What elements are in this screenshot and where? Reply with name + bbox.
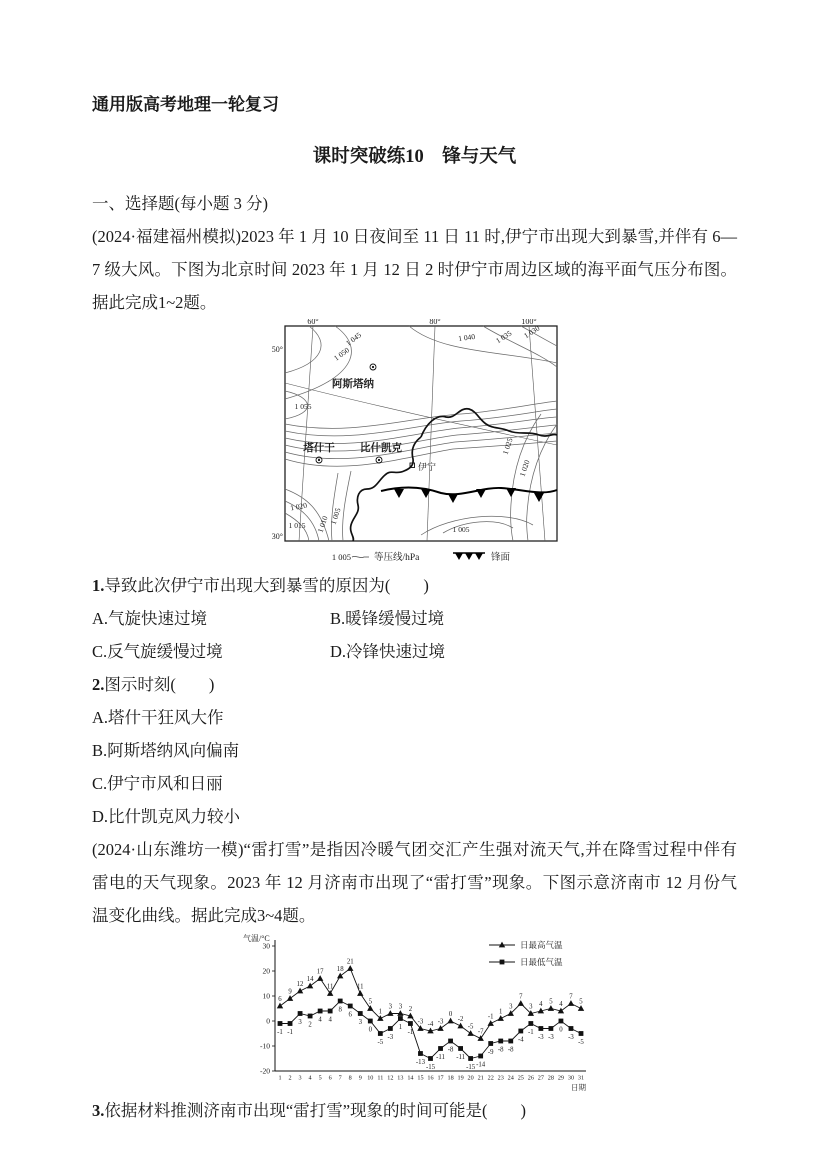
chart-y-tick-label: 10	[262, 991, 270, 1001]
chart-y-axis-title: 气温/°C	[243, 934, 270, 943]
chart-data-label: -5	[377, 1039, 384, 1046]
chart-data-label: 0	[559, 1026, 563, 1034]
doc-header: 通用版高考地理一轮复习	[92, 95, 279, 114]
chart-x-tick-label: 23	[497, 1074, 504, 1082]
temperature-chart-figure	[92, 932, 737, 1094]
chart-x-tick-label: 19	[457, 1074, 464, 1082]
chart-data-label: -3	[387, 1034, 394, 1041]
chart-x-tick-label: 22	[487, 1074, 494, 1082]
chart-marker-1	[428, 1056, 433, 1061]
chart-marker-1	[559, 1019, 564, 1024]
temperature-chart	[233, 932, 605, 1094]
chart-marker-1	[478, 1054, 483, 1059]
chart-x-tick-label: 16	[427, 1074, 434, 1082]
chart-x-tick-label: 28	[547, 1074, 554, 1082]
chart-x-tick-label: 8	[348, 1074, 352, 1082]
svg-text:1 005: 1 005	[452, 525, 470, 534]
chart-legend-label: 日最低气温	[520, 957, 563, 967]
map-legend-isobar-sample: 1 005	[331, 552, 351, 562]
chart-marker-1	[549, 1026, 554, 1031]
chart-marker-1	[308, 1014, 313, 1019]
chart-data-label: -8	[447, 1046, 454, 1054]
chart-marker-0	[437, 1025, 443, 1031]
chart-data-label: -15	[425, 1064, 436, 1071]
svg-text:1 010: 1 010	[315, 514, 330, 534]
chart-y-tick-label: 20	[262, 966, 270, 976]
chart-marker-1	[388, 1026, 393, 1031]
chart-marker-0	[498, 1015, 504, 1021]
chart-y-tick-label: -20	[260, 1066, 270, 1076]
svg-text:1 015: 1 015	[288, 521, 306, 530]
passage-1: (2024·福建福州模拟)2023 年 1 月 10 日夜间至 11 日 11 时,伊宁市出现大到暴雪,并伴有 6—7 级大风。下图为北京时间 2023 年 1 月 12 日 2 时伊宁市周边区域的海平面气压分布图。据此完成1~2题。	[92, 227, 737, 312]
map-lon-100: 100°	[521, 319, 537, 326]
chart-x-tick-label: 2	[288, 1074, 292, 1082]
chart-marker-1	[538, 1026, 543, 1031]
chart-marker-1	[579, 1031, 584, 1036]
chart-data-label: -4	[517, 1036, 524, 1044]
map-legend	[332, 551, 511, 563]
map-city-bishkek: 比什凯克	[360, 443, 402, 454]
chart-marker-1	[328, 1009, 333, 1014]
question-1-number: 1.	[92, 576, 105, 595]
chart-data-label: 0	[448, 1011, 453, 1018]
chart-marker-1	[368, 1019, 373, 1024]
chart-data-label: -3	[437, 1018, 444, 1026]
chart-data-label: 5	[368, 998, 373, 1006]
chart-data-label: 4	[559, 1001, 563, 1008]
chart-marker-0	[297, 988, 303, 994]
chart-data-label: 1	[499, 1008, 503, 1016]
chart-marker-0	[357, 990, 363, 996]
chart-data-label: 21	[346, 958, 354, 966]
chart-x-tick-label: 12	[387, 1074, 394, 1082]
chart-x-tick-label: 14	[407, 1074, 414, 1082]
chart-data-label: 9	[288, 988, 292, 996]
chart-x-tick-label: 18	[447, 1074, 454, 1082]
chart-data-label: 5	[549, 998, 553, 1006]
map-legend-front-label: 锋面	[491, 553, 511, 563]
svg-text:1 055: 1 055	[294, 402, 312, 411]
chart-data-label: -1	[407, 1029, 414, 1036]
chart-marker-0	[347, 965, 353, 971]
chart-marker-1	[298, 1011, 303, 1016]
option-1A[interactable]: A.气旋快速过境	[92, 609, 208, 628]
chart-x-tick-label: 3	[298, 1074, 302, 1082]
chart-data-label: 3	[509, 1003, 513, 1011]
chart-data-label: -8	[497, 1046, 504, 1054]
chart-legend-marker	[499, 942, 505, 948]
question-1-options-row-2	[92, 635, 737, 668]
chart-data-label: -9	[487, 1049, 494, 1056]
svg-text:1 005: 1 005	[328, 506, 343, 526]
chart-x-tick-label: 20	[467, 1074, 474, 1082]
chart-x-tick-label: 24	[507, 1074, 514, 1082]
chart-marker-0	[477, 1035, 483, 1041]
chart-x-tick-label: 21	[477, 1074, 484, 1082]
option-1B[interactable]: B.暖锋缓慢过境	[330, 609, 445, 628]
chart-x-tick-label: 9	[358, 1074, 362, 1082]
svg-text:1 045: 1 045	[344, 330, 364, 348]
chart-x-tick-label: 27	[537, 1074, 544, 1082]
chart-data-label: 17	[316, 968, 324, 976]
chart-data-label: 2	[408, 1006, 413, 1013]
svg-text:1 025: 1 025	[500, 436, 515, 456]
chart-x-tick-label: 30	[567, 1074, 575, 1082]
chart-data-label: -13	[415, 1059, 425, 1066]
chart-data-label: 11	[326, 983, 334, 991]
map-cities	[302, 364, 436, 472]
chart-marker-1	[398, 1016, 403, 1021]
chart-data-label: -5	[467, 1023, 474, 1031]
chart-marker-0	[397, 1010, 403, 1016]
chart-data-label: -1	[277, 1029, 283, 1036]
chart-marker-1	[498, 1039, 503, 1044]
chart-x-tick-label: 4	[308, 1074, 312, 1082]
map-lon-80: 80°	[429, 319, 441, 326]
chart-y-tick-label: 30	[262, 941, 270, 951]
chart-data-label: -3	[538, 1034, 544, 1041]
question-1-options-row-1	[92, 602, 737, 635]
chart-data-label: -14	[476, 1061, 486, 1069]
svg-text:1 050: 1 050	[332, 345, 352, 363]
chart-data-label: 4	[318, 1016, 322, 1024]
chart-marker-1	[569, 1026, 574, 1031]
map-city-astana: 阿斯塔纳	[332, 379, 374, 390]
chart-marker-1	[318, 1009, 323, 1014]
chart-data-label: 12	[296, 981, 304, 988]
chart-legend-marker	[500, 960, 505, 965]
option-2D[interactable]: D.比什凯克风力较小	[92, 807, 241, 826]
chart-x-tick-label: 11	[377, 1074, 384, 1082]
map-lon-60: 60°	[307, 319, 319, 326]
chart-marker-0	[447, 1018, 453, 1024]
question-2-stem: 图示时刻( )	[104, 675, 215, 694]
chart-data-label: 18	[336, 966, 344, 973]
chart-marker-0	[277, 1003, 283, 1009]
chart-data-label: -3	[548, 1034, 554, 1041]
chart-x-tick-label: 17	[437, 1074, 444, 1082]
chart-marker-1	[508, 1039, 513, 1044]
chart-marker-1	[338, 999, 343, 1004]
chart-marker-0	[367, 1005, 373, 1011]
chart-marker-1	[488, 1041, 493, 1046]
map-legend-isobar-label: 等压线/hPa	[374, 553, 420, 563]
chart-data-label: 1	[378, 1008, 383, 1016]
chart-x-tick-label: 29	[557, 1074, 565, 1082]
chart-data-label: -7	[477, 1028, 484, 1036]
chart-data-label: -1	[527, 1029, 534, 1036]
question-3-number: 3.	[92, 1101, 105, 1120]
map-lat-30: 30°	[271, 532, 283, 541]
chart-marker-0	[548, 1005, 554, 1011]
chart-marker-0	[488, 1020, 494, 1026]
option-2A[interactable]: A.塔什干狂风大作	[92, 708, 224, 727]
chart-data-label: 3	[388, 1003, 393, 1011]
chart-legend-label: 日最高气温	[520, 940, 563, 950]
chart-data-label: -3	[568, 1034, 574, 1041]
chart-marker-1	[408, 1021, 413, 1026]
passage-2: (2024·山东潍坊一模)“雷打雪”是指因冷暖气团交汇产生强对流天气,并在降雪过程中伴有雷电的天气现象。2023 年 12 月济南市出现了“雷打雪”现象。下图示意济南市 12 月份气温变化曲线。据此完成3~4题。	[92, 840, 737, 925]
chart-marker-0	[568, 1000, 574, 1006]
chart-marker-0	[337, 973, 343, 979]
chart-data-label: 4	[539, 1001, 543, 1008]
chart-marker-0	[387, 1010, 393, 1016]
chart-data-label: 8	[338, 1006, 342, 1014]
chart-x-tick-label: 15	[417, 1074, 424, 1082]
question-2-number: 2.	[92, 675, 105, 694]
chart-data-label: 6	[348, 1011, 352, 1019]
pressure-map-figure	[92, 319, 737, 569]
chart-data-label: -5	[578, 1039, 584, 1046]
svg-text:1 035: 1 035	[494, 328, 514, 346]
chart-data-label: 2	[308, 1021, 312, 1029]
chart-data-label: 0	[368, 1026, 373, 1034]
question-2	[92, 668, 737, 701]
question-3	[92, 1094, 737, 1127]
chart-data-label: 5	[579, 998, 583, 1006]
chart-marker-0	[307, 983, 313, 989]
chart-data-label: -3	[417, 1018, 424, 1026]
chart-y-tick-label: -10	[260, 1041, 270, 1051]
chart-y-tick-label: 0	[266, 1016, 270, 1026]
chart-data-label: 3	[529, 1003, 533, 1011]
chart-marker-0	[457, 1023, 463, 1029]
chart-marker-1	[418, 1051, 423, 1056]
chart-data-label: 7	[569, 993, 573, 1001]
option-2C[interactable]: C.伊宁市风和日丽	[92, 774, 223, 793]
chart-marker-1	[348, 1004, 353, 1009]
chart-data-label: 3	[358, 1019, 362, 1026]
chart-marker-1	[358, 1011, 363, 1016]
chart-data-label: -4	[427, 1021, 434, 1028]
map-lat-50: 50°	[271, 345, 283, 354]
option-1D[interactable]: D.冷锋快速过境	[330, 642, 446, 661]
chart-x-tick-label: 7	[338, 1074, 342, 1082]
chart-x-tick-label: 25	[517, 1074, 524, 1082]
chart-data-label: -11	[456, 1054, 466, 1061]
option-2B[interactable]: B.阿斯塔纳风向偏南	[92, 741, 240, 760]
chart-data-label: -1	[287, 1029, 293, 1036]
chart-marker-1	[448, 1039, 453, 1044]
chart-data-label: -2	[457, 1016, 464, 1023]
chart-marker-0	[467, 1030, 473, 1036]
chart-marker-1	[438, 1046, 443, 1051]
option-1C[interactable]: C.反气旋缓慢过境	[92, 642, 223, 661]
chart-marker-1	[288, 1021, 293, 1026]
question-1	[92, 569, 737, 602]
chart-x-tick-label: 26	[527, 1074, 534, 1082]
chart-data-label: -1	[487, 1013, 494, 1021]
chart-marker-1	[468, 1056, 473, 1061]
chart-data-label: 3	[298, 1019, 302, 1026]
map-front-line	[381, 487, 557, 503]
svg-text:1 020: 1 020	[517, 458, 532, 478]
chart-data-label: -11	[436, 1054, 445, 1061]
svg-text:1 020: 1 020	[289, 500, 308, 513]
chart-marker-1	[528, 1021, 533, 1026]
chart-x-tick-label: 5	[318, 1074, 322, 1082]
svg-text:1 030: 1 030	[522, 323, 542, 341]
chart-marker-1	[278, 1021, 283, 1026]
chart-marker-0	[518, 1000, 524, 1006]
chart-data-label: 4	[328, 1016, 332, 1024]
chart-marker-1	[458, 1046, 463, 1051]
question-1-stem: 导致此次伊宁市出现大到暴雪的原因为( )	[104, 576, 429, 595]
question-3-stem: 依据材料推测济南市出现“雷打雪”现象的时间可能是( )	[104, 1101, 527, 1120]
section-heading: 一、选择题(每小题 3 分)	[92, 194, 268, 213]
chart-marker-1	[518, 1029, 523, 1034]
page-title: 课时突破练10 锋与天气	[312, 147, 517, 167]
chart-x-tick-label: 6	[328, 1074, 332, 1082]
chart-data-label: 6	[278, 996, 282, 1003]
map-city-tashkent: 塔什干	[303, 443, 335, 454]
chart-marker-0	[317, 975, 323, 981]
chart-x-tick-label: 1	[278, 1074, 282, 1082]
chart-data-label: 7	[519, 993, 523, 1001]
chart-data-label: -15	[466, 1064, 476, 1071]
chart-x-tick-label: 31	[577, 1074, 585, 1082]
chart-data-label: 1	[398, 1024, 403, 1031]
chart-data-label: 14	[306, 976, 314, 983]
chart-x-tick-label: 13	[397, 1074, 404, 1082]
map-isobars	[285, 326, 557, 541]
chart-marker-0	[327, 990, 333, 996]
chart-marker-0	[287, 995, 293, 1001]
chart-x-axis-title: 日期	[571, 1083, 586, 1092]
chart-x-tick-label: 10	[367, 1074, 374, 1082]
chart-marker-0	[578, 1005, 584, 1011]
chart-data-label: -8	[507, 1046, 514, 1054]
svg-text:1 040: 1 040	[457, 331, 476, 344]
chart-data-label: 11	[356, 983, 364, 991]
chart-data-label: 3	[398, 1003, 403, 1011]
chart-marker-1	[378, 1031, 383, 1036]
map-city-yining: 伊宁	[418, 462, 437, 472]
pressure-map	[261, 319, 561, 569]
